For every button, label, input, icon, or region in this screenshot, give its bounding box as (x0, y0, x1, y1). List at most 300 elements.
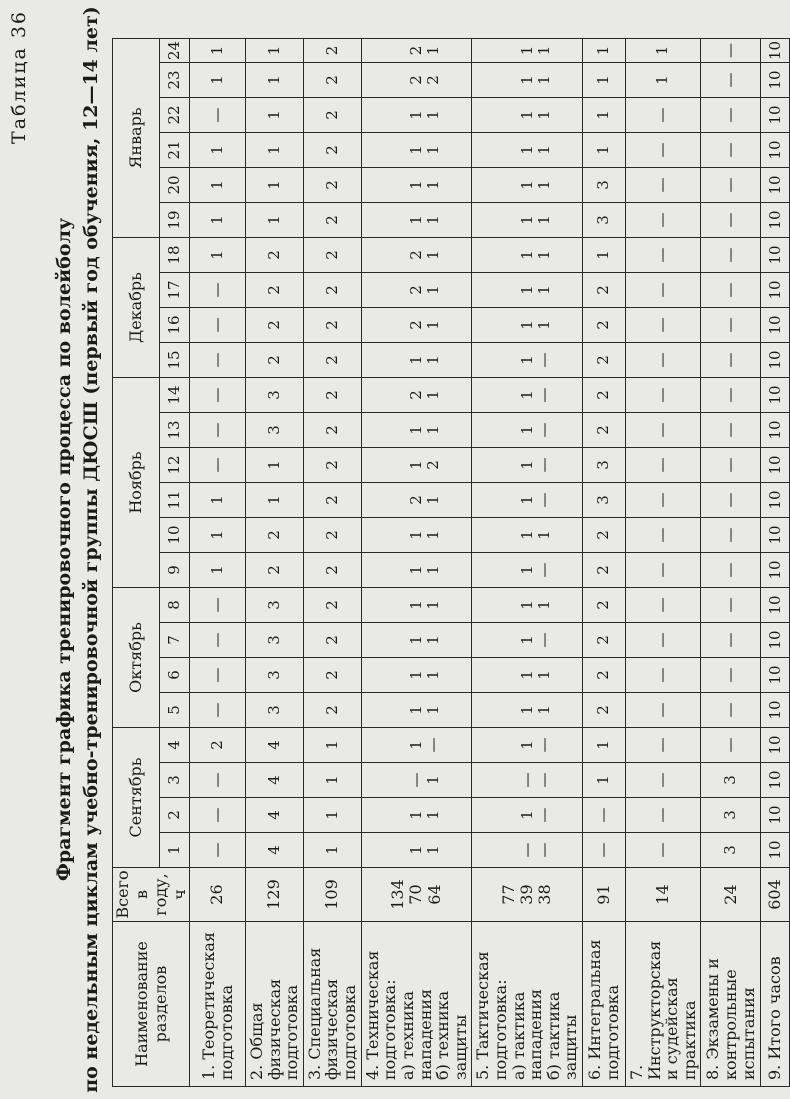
week-hours-value (501, 380, 518, 410)
week-hours (303, 378, 361, 413)
week-hours (361, 38, 472, 62)
week-hours-value: 2 (424, 75, 443, 85)
week-hours-value (391, 100, 408, 130)
total-hours-line: 91 (593, 884, 613, 905)
week-hours-value (501, 415, 518, 445)
week-hours (701, 518, 761, 553)
week-hours (190, 98, 246, 133)
week-hours-value: 1 (264, 495, 283, 505)
week-hours (303, 133, 361, 168)
week-hours (246, 658, 304, 693)
week-hours-value: — (653, 807, 672, 823)
week-hours-value: — (653, 737, 672, 753)
week-hours (472, 658, 583, 693)
week-hours-value: 2 (322, 670, 341, 680)
total-hours-line: 134 (387, 879, 407, 910)
section-name-line: б) тактика защиты (543, 991, 581, 1080)
week-hours (246, 833, 304, 868)
week-hours (625, 343, 700, 378)
week-hours (361, 483, 472, 518)
week-hours-value: — (721, 212, 740, 228)
week-hours-value: 1 (264, 215, 283, 225)
week-hours (701, 203, 761, 238)
week-hours-value: — (721, 667, 740, 683)
week-hours (761, 343, 790, 378)
week-hours (246, 133, 304, 168)
week-hours-value: — (721, 317, 740, 333)
week-hours-value: 2 (594, 285, 613, 295)
week-hours (190, 518, 246, 553)
week-hours-value: 1 (594, 145, 613, 155)
week-hours-value: 10 (765, 840, 784, 860)
week-hours-value: — (534, 492, 553, 508)
total-hours-line: 38 (535, 884, 555, 905)
week-hours (246, 448, 304, 483)
week-hours (582, 693, 625, 728)
week-hours (625, 168, 700, 203)
week-hours-value: 1 (424, 45, 443, 56)
week-hours (246, 168, 304, 203)
week-hours-value: 1 (594, 775, 613, 785)
week-hours-value (391, 170, 408, 200)
week-hours-value: 1 (207, 180, 226, 190)
week-hours (190, 273, 246, 308)
week-hours-value (391, 240, 408, 270)
week-hours (472, 38, 583, 62)
section-name (761, 922, 790, 1087)
week-hours-value (391, 450, 408, 480)
week-hours (190, 553, 246, 588)
week-hours-value: 1 (517, 180, 536, 190)
week-hours (472, 833, 583, 868)
week-hours (303, 308, 361, 343)
week-hours (761, 308, 790, 343)
week-hours-value: — (721, 352, 740, 368)
week-hours (625, 238, 700, 273)
table-title-line1: Фрагмент графика тренировочного процесса по волейболу (53, 217, 75, 882)
week-hours-value: 10 (765, 525, 784, 545)
section-name-line: 8. Экзамены и контрольные (703, 958, 740, 1080)
total-hours-line: 129 (264, 879, 284, 910)
week-hours (761, 763, 790, 798)
week-hours-value: 2 (406, 320, 425, 330)
week-hours-value: 1 (322, 740, 341, 750)
week-hours-value: 10 (765, 805, 784, 825)
week-hours-value: — (207, 702, 226, 718)
week-hours-value: 10 (765, 595, 784, 615)
week-hours-value: 10 (765, 140, 784, 160)
week-hours-value: 1 (594, 75, 613, 85)
week-hours (761, 98, 790, 133)
week-hours (472, 98, 583, 133)
week-hours (625, 38, 700, 62)
week-hours (582, 238, 625, 273)
week-hours (361, 658, 472, 693)
week-hours-value: 1 (424, 495, 443, 505)
week-hours-value: — (534, 632, 553, 648)
week-hours-value: 10 (765, 70, 784, 90)
week-hours (303, 728, 361, 763)
week-number: 18 (159, 238, 189, 273)
week-hours-value: 1 (534, 600, 553, 610)
week-hours-value: 3 (264, 390, 283, 400)
week-hours-value: 1 (534, 45, 553, 56)
week-hours (582, 38, 625, 62)
week-hours-value: 1 (653, 45, 672, 56)
week-hours-value (391, 41, 408, 60)
section-name-line: 3. Специальная физическая (304, 947, 342, 1080)
week-hours-value (391, 695, 408, 725)
week-hours (303, 588, 361, 623)
week-hours (582, 518, 625, 553)
week-number: 13 (159, 413, 189, 448)
week-hours-value: 2 (424, 460, 443, 470)
week-hours-value: 10 (765, 420, 784, 440)
week-hours (701, 483, 761, 518)
week-hours-value: 1 (406, 635, 425, 645)
total-hours-line: 24 (720, 884, 740, 905)
week-hours-value: 1 (424, 180, 443, 190)
week-hours (246, 483, 304, 518)
week-hours-value: 1 (517, 110, 536, 120)
week-hours-value (501, 800, 518, 830)
week-number: 16 (159, 308, 189, 343)
week-hours-value: 1 (594, 740, 613, 750)
week-hours-value: 2 (594, 705, 613, 715)
week-hours (582, 833, 625, 868)
week-hours-value: — (207, 107, 226, 123)
week-hours-value: 10 (765, 700, 784, 720)
week-hours (246, 38, 304, 62)
week-hours-value: 2 (322, 110, 341, 120)
week-hours-value: 1 (207, 250, 226, 260)
week-hours-value: 1 (517, 75, 536, 85)
week-hours-value: 1 (424, 635, 443, 645)
week-hours-value: — (517, 842, 536, 858)
week-hours-value: 2 (264, 565, 283, 575)
week-hours (701, 133, 761, 168)
week-number: 14 (159, 378, 189, 413)
section-name-line: практика (679, 1000, 699, 1080)
week-hours (361, 798, 472, 833)
week-hours (303, 448, 361, 483)
week-hours (472, 63, 583, 98)
week-hours (582, 588, 625, 623)
week-hours-value: 2 (264, 250, 283, 260)
week-hours-value: — (653, 352, 672, 368)
total-hours (625, 868, 700, 922)
week-hours (701, 38, 761, 62)
week-hours (361, 308, 472, 343)
week-hours (701, 378, 761, 413)
week-hours-value: 1 (424, 600, 443, 610)
week-hours-value: 2 (322, 425, 341, 435)
week-hours (582, 413, 625, 448)
week-hours-value: 2 (406, 285, 425, 295)
week-hours-value: 2 (406, 495, 425, 505)
week-hours (303, 203, 361, 238)
week-hours-value: 2 (322, 75, 341, 85)
week-hours (761, 553, 790, 588)
week-hours-value: 2 (322, 145, 341, 155)
section-name-line: а) тактика нападения (508, 988, 546, 1080)
week-hours (190, 728, 246, 763)
week-hours (303, 98, 361, 133)
week-hours-value: 3 (721, 845, 740, 855)
week-hours-value: 1 (517, 390, 536, 400)
week-hours-value: 10 (765, 385, 784, 405)
week-hours (625, 413, 700, 448)
week-hours-value: 1 (406, 740, 425, 750)
header-total-hours: Всего в году, ч (113, 868, 190, 922)
week-hours-value: 1 (534, 320, 553, 330)
week-hours-value: 1 (207, 215, 226, 225)
week-hours-value: 1 (517, 460, 536, 470)
week-hours (361, 833, 472, 868)
week-hours (582, 203, 625, 238)
week-hours-value (501, 730, 518, 760)
week-hours-value: 1 (534, 670, 553, 680)
week-hours (625, 798, 700, 833)
week-hours-value: — (721, 562, 740, 578)
week-hours (701, 98, 761, 133)
week-hours (582, 168, 625, 203)
week-hours (582, 658, 625, 693)
week-hours-value: 1 (517, 705, 536, 715)
week-hours-value: 1 (653, 75, 672, 85)
week-hours (701, 308, 761, 343)
week-hours-value: — (721, 527, 740, 543)
week-hours (361, 98, 472, 133)
week-hours (303, 63, 361, 98)
week-hours (190, 413, 246, 448)
week-hours-value (391, 520, 408, 550)
week-hours-value: — (534, 737, 553, 753)
week-hours-value: 1 (424, 250, 443, 260)
total-hours (303, 868, 361, 922)
section-name-line: 5. Тактическая подготовка: (473, 951, 510, 1080)
week-hours (361, 693, 472, 728)
section-name-line: 9. Итого часов (765, 956, 785, 1080)
week-hours-value: — (207, 387, 226, 403)
week-hours-value: 2 (264, 355, 283, 365)
week-hours (701, 798, 761, 833)
week-hours-value: 2 (322, 705, 341, 715)
week-hours-value: 4 (264, 810, 283, 820)
week-hours (625, 623, 700, 658)
week-hours (190, 133, 246, 168)
week-hours (701, 343, 761, 378)
week-hours-value: — (653, 842, 672, 858)
week-hours-value (501, 100, 518, 130)
week-hours-value: 1 (424, 530, 443, 540)
week-hours-value: 1 (406, 845, 425, 855)
week-hours-value: 2 (594, 635, 613, 645)
week-hours-value: — (207, 282, 226, 298)
table-row (761, 38, 790, 1086)
week-hours-value: 10 (765, 280, 784, 300)
week-hours (246, 98, 304, 133)
week-hours-value: 1 (207, 75, 226, 85)
total-hours (582, 868, 625, 922)
week-hours (761, 448, 790, 483)
week-hours-value: 1 (207, 45, 226, 56)
week-hours (761, 38, 790, 62)
week-hours (303, 413, 361, 448)
week-hours-value: — (653, 212, 672, 228)
week-number: 20 (159, 168, 189, 203)
week-hours-value (501, 555, 518, 585)
week-hours-value: 1 (406, 600, 425, 610)
week-hours (303, 623, 361, 658)
week-hours (472, 518, 583, 553)
week-hours-value: 2 (322, 355, 341, 365)
week-hours (190, 63, 246, 98)
week-hours-value: — (653, 142, 672, 158)
week-hours-value: — (653, 107, 672, 123)
week-hours-value: 2 (207, 740, 226, 750)
week-hours-value: 1 (517, 565, 536, 575)
week-hours (761, 378, 790, 413)
week-hours-value: — (207, 597, 226, 613)
week-hours-value: — (721, 247, 740, 263)
week-hours-value: 1 (322, 775, 341, 785)
week-hours (472, 203, 583, 238)
week-hours-value: 4 (264, 845, 283, 855)
week-hours (361, 588, 472, 623)
week-number: 5 (159, 693, 189, 728)
week-hours-value: — (207, 842, 226, 858)
week-hours-value: — (534, 807, 553, 823)
week-hours-value: 10 (765, 630, 784, 650)
week-hours (625, 448, 700, 483)
week-hours (701, 63, 761, 98)
total-hours-line: 26 (207, 884, 227, 905)
week-hours (701, 833, 761, 868)
section-name-line: 6. Интегральная подготовка (585, 939, 622, 1080)
week-hours (303, 238, 361, 273)
week-hours (303, 518, 361, 553)
week-hours (761, 168, 790, 203)
week-hours (625, 553, 700, 588)
week-hours-value: — (653, 527, 672, 543)
week-hours (361, 133, 472, 168)
week-hours-value: 1 (424, 425, 443, 435)
week-hours-value: 1 (424, 705, 443, 715)
training-schedule-table (112, 38, 790, 1087)
week-hours-value (501, 520, 518, 550)
week-number: 17 (159, 273, 189, 308)
week-hours (472, 378, 583, 413)
week-hours-value (391, 380, 408, 410)
week-hours-value: 1 (594, 45, 613, 56)
week-hours (582, 763, 625, 798)
week-hours (582, 133, 625, 168)
week-hours (625, 273, 700, 308)
week-hours-value: 1 (517, 355, 536, 365)
week-hours-value: — (207, 807, 226, 823)
week-hours (246, 728, 304, 763)
week-hours-value: — (721, 142, 740, 158)
week-hours-value (391, 275, 408, 305)
week-hours-value: 1 (517, 670, 536, 680)
week-hours-value: 4 (264, 740, 283, 750)
week-hours (701, 728, 761, 763)
week-hours-value: — (721, 457, 740, 473)
week-hours (761, 238, 790, 273)
week-hours (582, 308, 625, 343)
week-hours-value: — (207, 352, 226, 368)
week-hours-value: 3 (264, 600, 283, 610)
week-hours-value (501, 41, 518, 60)
week-hours-value: 1 (517, 600, 536, 610)
week-hours (582, 343, 625, 378)
week-hours-value: — (721, 387, 740, 403)
week-hours (190, 798, 246, 833)
week-hours-value: — (721, 737, 740, 753)
week-hours-value: 1 (406, 180, 425, 190)
week-hours (625, 203, 700, 238)
header-section-name: Наименование разделов (113, 922, 190, 1087)
section-name (303, 922, 361, 1087)
week-hours-value: 1 (322, 810, 341, 820)
week-number: 15 (159, 343, 189, 378)
week-hours-value: 1 (207, 145, 226, 155)
week-hours-value: — (721, 422, 740, 438)
week-hours-value: 2 (264, 285, 283, 295)
section-name (190, 922, 246, 1087)
week-hours-value (391, 555, 408, 585)
week-hours-value: 1 (517, 425, 536, 435)
week-number: 1 (159, 833, 189, 868)
week-hours-value: 2 (594, 355, 613, 365)
week-hours-value (501, 450, 518, 480)
week-hours-value (391, 835, 408, 865)
week-hours-value: 2 (322, 600, 341, 610)
week-hours (761, 728, 790, 763)
week-hours-value: 2 (406, 45, 425, 56)
week-hours (190, 588, 246, 623)
week-hours (701, 238, 761, 273)
week-hours-value: 2 (264, 530, 283, 540)
week-hours (701, 413, 761, 448)
week-number: 2 (159, 798, 189, 833)
week-hours-value: — (534, 772, 553, 788)
week-hours (625, 763, 700, 798)
week-hours (761, 833, 790, 868)
week-hours (190, 238, 246, 273)
week-hours-value: — (424, 737, 443, 753)
week-hours-value: 1 (424, 355, 443, 365)
section-name (701, 922, 761, 1087)
week-hours (701, 448, 761, 483)
week-hours-value: 10 (765, 315, 784, 335)
week-hours-value: — (721, 597, 740, 613)
week-hours (246, 378, 304, 413)
week-hours-value: — (534, 562, 553, 578)
week-hours (625, 378, 700, 413)
week-hours-value: 1 (406, 110, 425, 120)
week-hours (472, 308, 583, 343)
week-hours (625, 658, 700, 693)
week-hours-value: 2 (594, 530, 613, 540)
week-hours-value: 3 (264, 425, 283, 435)
week-hours (582, 273, 625, 308)
week-hours (761, 63, 790, 98)
week-hours-value: 1 (406, 705, 425, 715)
week-number: 23 (159, 63, 189, 98)
week-hours-value: — (207, 667, 226, 683)
